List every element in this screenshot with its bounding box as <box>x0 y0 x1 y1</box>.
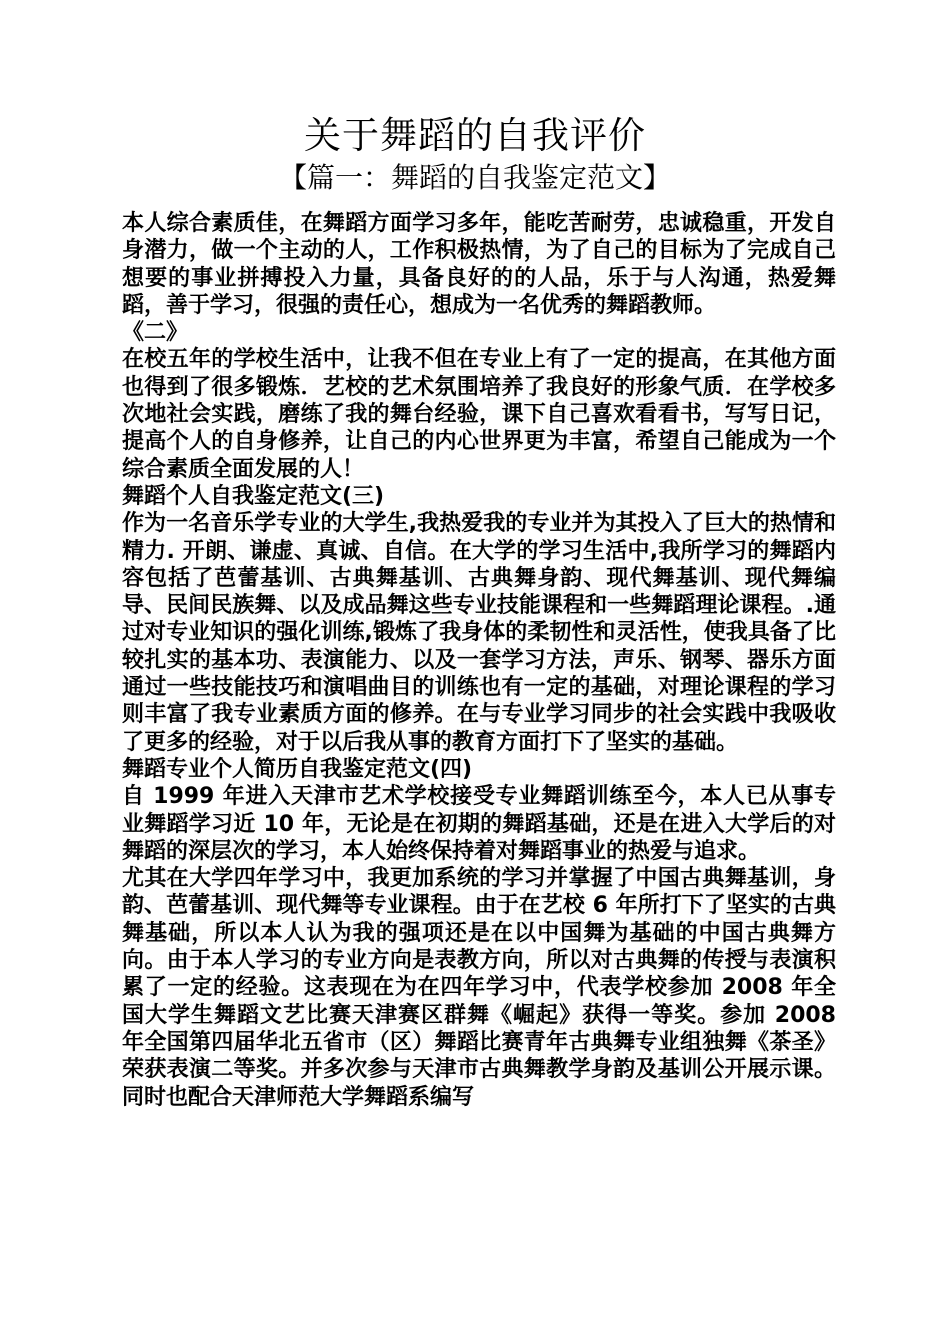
section-heading-2: 《二》 <box>122 320 189 346</box>
paragraph-2: 在校五年的学校生活中，让我不但在专业上有了一定的提高，在其他方面也得到了很多锻炼．艺校的艺术氛围培养了我良好的形象气质．在学校多次地社会实践，磨练了我的舞台经验，课下自己喜欢看看书，写写日记，提高个人的自身修养，让自己的内心世界更为丰富，希望自己能成为一个综合素质全面发展的人！ <box>122 347 836 482</box>
paragraph-3: 作为一名音乐学专业的大学生,我热爱我的专业并为其投入了巨大的热情和精力. 开朗、谦虚、真诚、自信。在大学的学习生活中,我所学习的舞蹈内容包括了芭蕾基训、古典舞基训、古典舞身韵、现代舞基训、现代舞编导、民间民族舞、以及成品舞这些专业技能课程和一些舞蹈理论课程。.通过对专业知识的强化训练,锻炼了我身体的柔韧性和灵活性，使我具备了比较扎实的基本功、表演能力、以及一套学习方法，声乐、钢琴、器乐方面通过一些技能技巧和演唱曲目的训练也有一定的基础，对理论课程的学习则丰富了我专业素质方面的修养。在与专业学习同步的社会实践中我吸收了更多的经验，对于以后我从事的教育方面打下了坚实的基础。 <box>122 511 836 755</box>
section-heading-4: 舞蹈专业个人简历自我鉴定范文(四) <box>122 756 473 782</box>
section-heading-3: 舞蹈个人自我鉴定范文(三) <box>122 483 385 509</box>
document-subtitle: 【篇一：舞蹈的自我鉴定范文】 <box>278 161 671 194</box>
paragraph-1: 本人综合素质佳，在舞蹈方面学习多年，能吃苦耐劳，忠诚稳重，开发自身潜力，做一个主动的人，工作积极热情，为了自己的目标为了完成自己想要的事业拼搏投入力量，具备良好的的人品，乐于与人沟通，热爱舞蹈，善于学习，很强的责任心，想成为一名优秀的舞蹈教师。 <box>122 211 836 318</box>
document-body <box>116 210 836 1111</box>
paragraph-4: 自 1999 年进入天津市艺术学校接受专业舞蹈训练至今，本人已从事专业舞蹈学习近 10 年，无论是在初期的舞蹈基础，还是在进入大学后的对舞蹈的深层次的学习，本人始终保持着对舞蹈事业的热爱与追求。 <box>122 784 836 864</box>
paragraph-5: 尤其在大学四年学习中，我更加系统的学习并掌握了中国古典舞基训，身韵、芭蕾基训、现代舞等专业课程。由于在艺校 6 年所打下了坚实的古典舞基础，所以本人认为我的强项还是在以中国舞为基础的中国古典舞方向。由于本人学习的专业方向是表教方向，所以对古典舞的传授与表演积累了一定的经验。这表现在为在四年学习中，代表学校参加 2008 年全国大学生舞蹈文艺比赛天津赛区群舞《崛起》获得一等奖。参加 2008 年全国第四届华北五省市（区）舞蹈比赛青年古典舞专业组独舞《茶圣》荣获表演二等奖。并多次参与天津市古典舞教学身韵及基训公开展示课。同时也配合天津师范大学舞蹈系编写 <box>122 866 836 1110</box>
document-title: 关于舞蹈的自我评价 <box>304 114 646 157</box>
